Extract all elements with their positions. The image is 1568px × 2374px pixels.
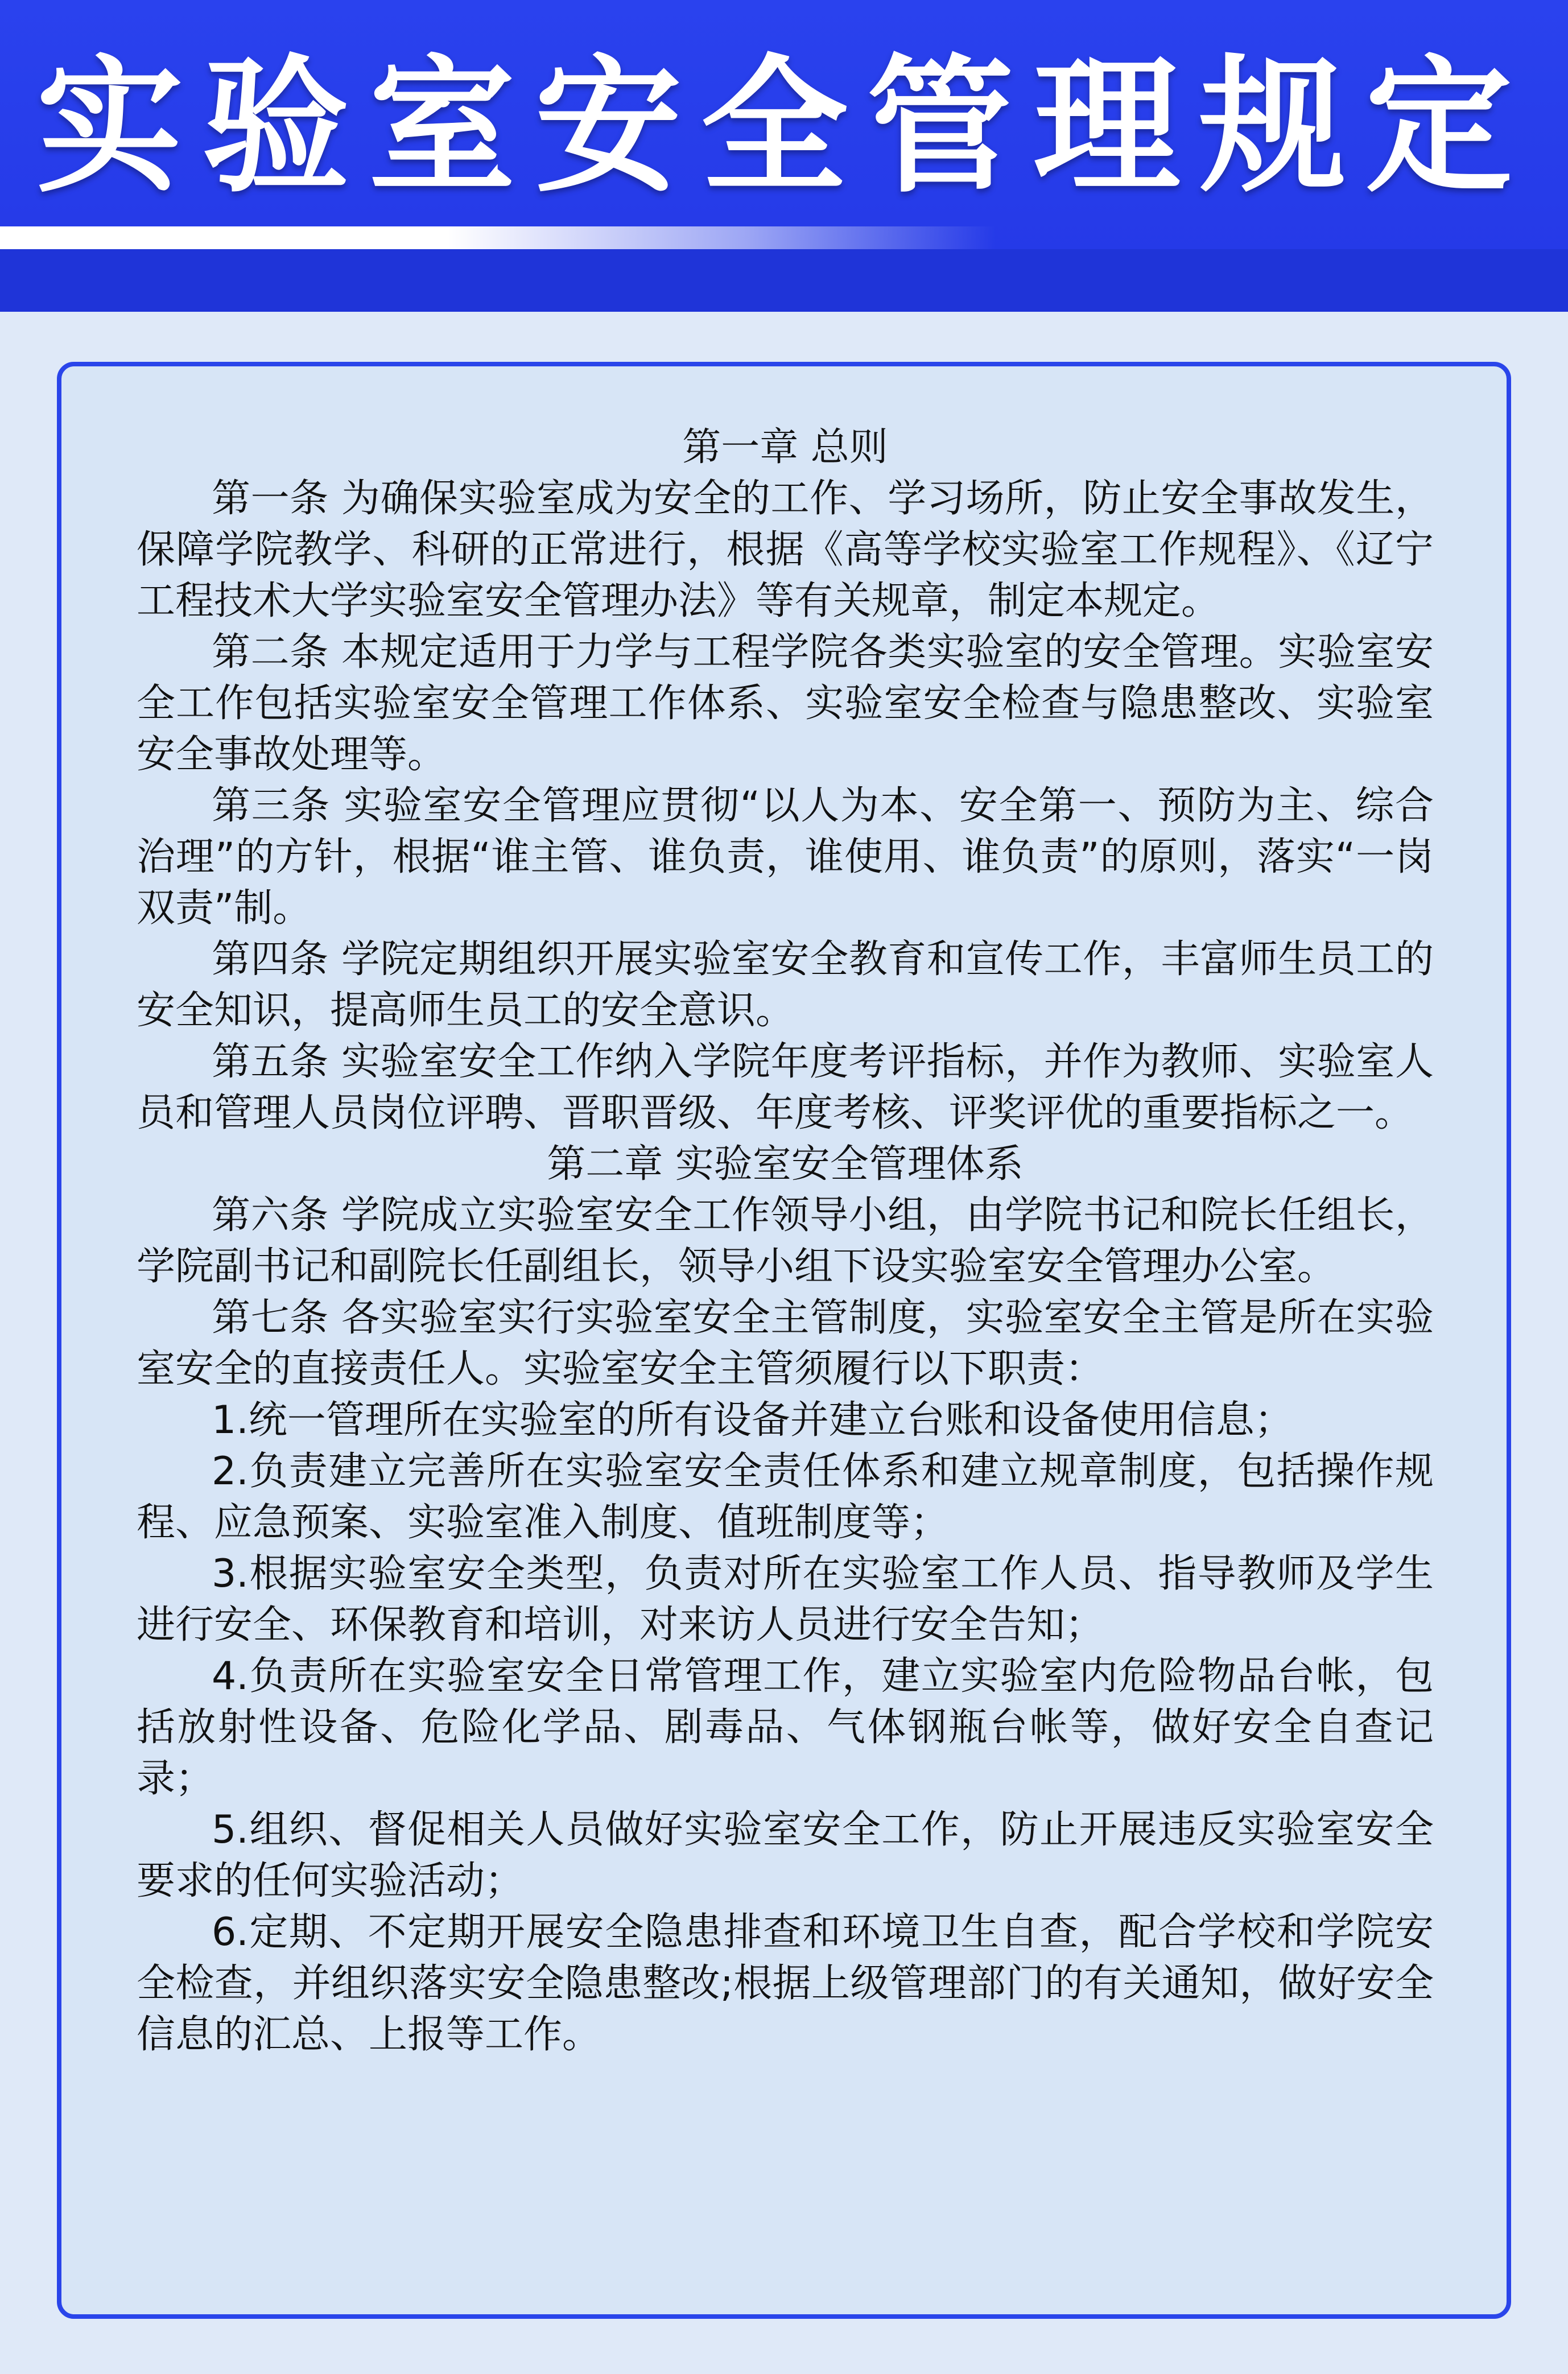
header-stripe (0, 226, 996, 249)
article-7: 第七条 各实验室实行实验室安全主管制度，实验室安全主管是所在实验室安全的直接责任人。实验室安全主管须履行以下职责： (137, 1295, 1434, 1392)
chapter-1-heading: 第一章 总则 (682, 425, 888, 470)
article-1: 第一条 为确保实验室成为安全的工作、学习场所，防止安全事故发生，保障学院教学、科研的正常进行，根据《高等学校实验室工作规程》、《辽宁工程技术大学实验室安全管理办法》等有关规章，制定本规定。 (137, 476, 1434, 624)
duty-item-1: 1.统一管理所在实验室的所有设备并建立台账和设备使用信息； (212, 1398, 1293, 1443)
duty-item-4: 4.负责所在实验室安全日常管理工作，建立实验室内危险物品台帐，包括放射性设备、危险化学品、剧毒品、气体钢瓶台帐等，做好安全自查记录； (137, 1654, 1434, 1801)
page-title: 实验室安全管理规定 (36, 40, 1532, 212)
article-2: 第二条 本规定适用于力学与工程学院各类实验室的安全管理。实验室安全工作包括实验室安全管理工作体系、实验室安全检查与隐患整改、实验室安全事故处理等。 (137, 630, 1434, 777)
article-3: 第三条 实验室安全管理应贯彻“以人为本、安全第一、预防为主、综合治理”的方针，根据“谁主管、谁负责，谁使用、谁负责”的原则，落实“一岗双责”制。 (137, 783, 1434, 931)
duty-item-3: 3.根据实验室安全类型，负责对所在实验室工作人员、指导教师及学生进行安全、环保教育和培训，对来访人员进行安全告知； (137, 1551, 1434, 1648)
duty-item-5: 5.组织、督促相关人员做好实验室安全工作，防止开展违反实验室安全要求的任何实验活动； (137, 1807, 1434, 1904)
duty-item-2: 2.负责建立完善所在实验室安全责任体系和建立规章制度，包括操作规程、应急预案、实验室准入制度、值班制度等； (137, 1449, 1434, 1545)
article-5: 第五条 实验室安全工作纳入学院年度考评指标，并作为教师、实验室人员和管理人员岗位评聘、晋职晋级、年度考核、评奖评优的重要指标之一。 (137, 1039, 1434, 1136)
article-6: 第六条 学院成立实验室安全工作领导小组，由学院书记和院长任组长，学院副书记和副院长任副组长，领导小组下设实验室安全管理办公室。 (137, 1193, 1434, 1289)
regulation-text (137, 422, 1434, 2061)
header-banner (0, 0, 1568, 312)
article-4: 第四条 学院定期组织开展实验室安全教育和宣传工作，丰富师生员工的安全知识，提高师生员工的安全意识。 (137, 937, 1434, 1033)
chapter-2-heading: 第二章 实验室安全管理体系 (547, 1142, 1024, 1187)
header-band (0, 249, 1568, 312)
duty-item-6: 6.定期、不定期开展安全隐患排查和环境卫生自查，配合学校和学院安全检查，并组织落实安全隐患整改;根据上级管理部门的有关通知，做好安全信息的汇总、上报等工作。 (137, 1910, 1434, 2057)
